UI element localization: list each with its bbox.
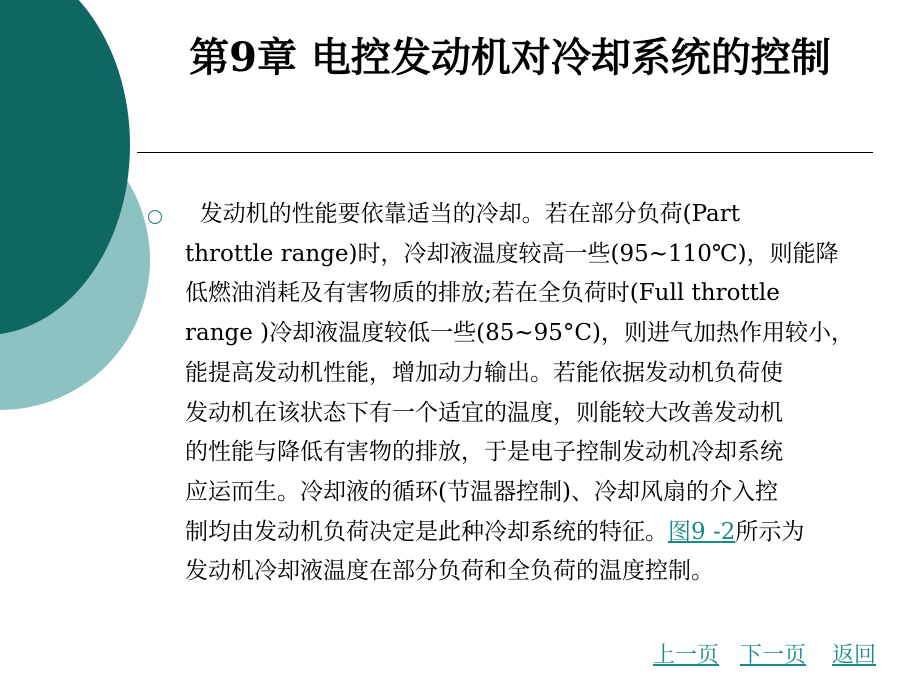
figure-link[interactable]: 图9 -2 <box>668 518 736 545</box>
body-line-with-link <box>185 513 865 553</box>
body-line: 制均由发动机负荷决定是此种冷却系统的特征。 <box>185 518 668 545</box>
body-line: 应运而生。冷却液的循环(节温器控制)、冷却风扇的介入控 <box>185 478 778 505</box>
body-line: range )冷却液温度较低一些(85~95°C)，则进气加热作用较小， <box>185 320 854 347</box>
body-line-tail: 所示为 <box>735 518 805 545</box>
slide-title: 第9章 电控发动机对冷却系统的控制 <box>189 34 831 81</box>
body-line: 发动机在该状态下有一个适宜的温度，则能较大改善发动机 <box>185 399 783 426</box>
body-line: 的性能与降低有害物的排放，于是电子控制发动机冷却系统 <box>185 439 783 466</box>
back-link[interactable]: 返回 <box>832 643 877 668</box>
body-line: 低燃油消耗及有害物质的排放;若在全负荷时(Full throttle <box>185 280 780 307</box>
body-line: 发动机冷却液温度在部分负荷和全负荷的温度控制。 <box>185 558 714 585</box>
bullet-circle-icon <box>148 210 162 224</box>
body-line: throttle range)时，冷却液温度较高一些(95~110℃)，则能降 <box>185 240 839 267</box>
next-page-link[interactable]: 下一页 <box>740 643 807 668</box>
body-line: 能提高发动机性能，增加动力输出。若能依据发动机负荷使 <box>185 359 783 386</box>
body-line: 发动机的性能要依靠适当的冷却。若在部分负荷(Part <box>185 201 740 227</box>
title-divider <box>137 152 873 153</box>
prev-page-link[interactable]: 上一页 <box>653 643 720 668</box>
body-text <box>185 195 865 592</box>
